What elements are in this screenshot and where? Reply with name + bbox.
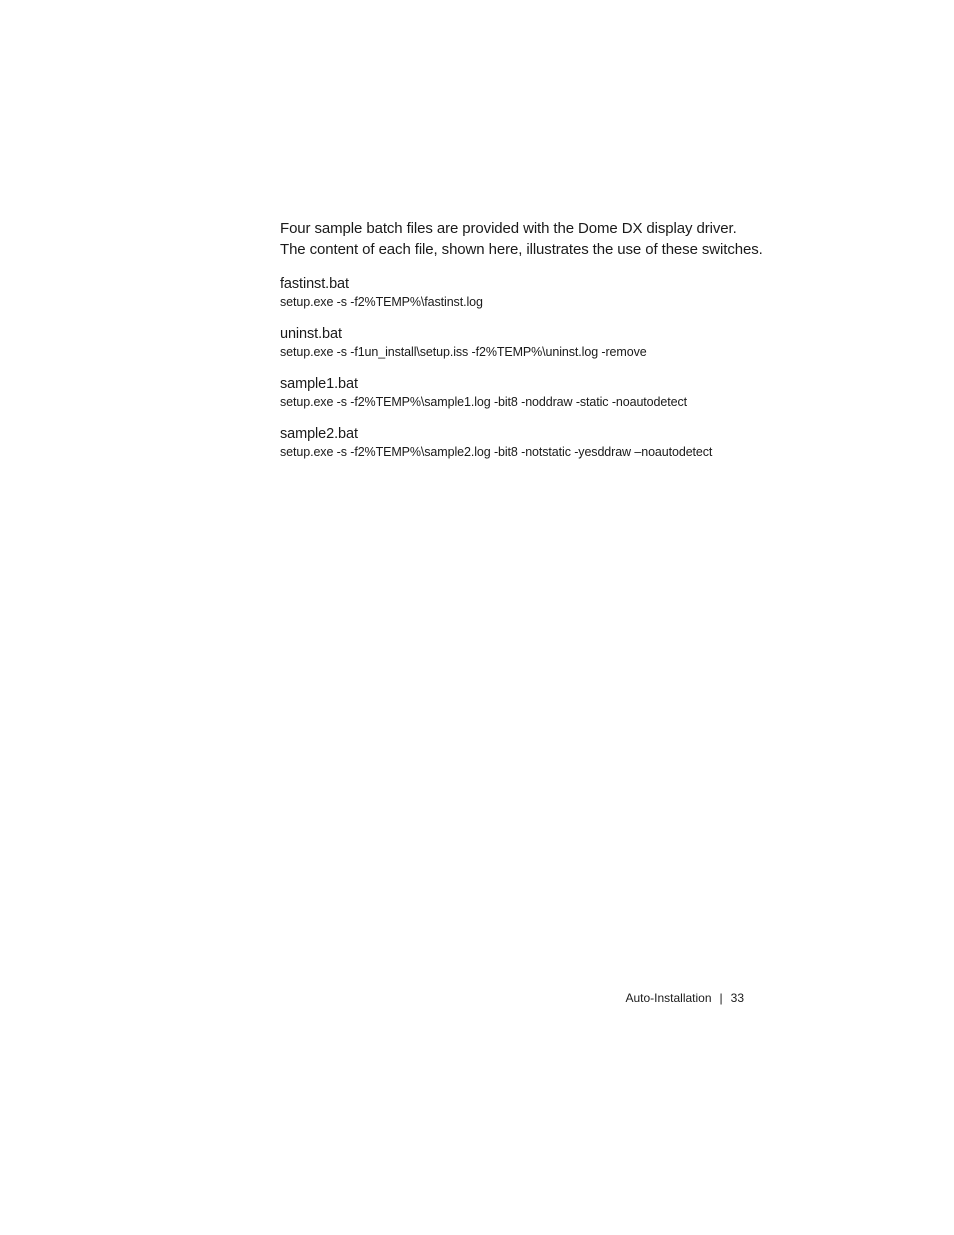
batch-file-fastinst — [280, 275, 800, 311]
intro-line-2: The content of each file, shown here, illustrates the use of these switches. — [280, 241, 763, 258]
batch-file-command: setup.exe -s -f2%TEMP%\sample2.log -bit8 -notstatic -yesddraw –noautodetect — [280, 445, 713, 459]
footer-section-title: Auto-Installation — [625, 991, 712, 1005]
batch-file-name: fastinst.bat — [280, 276, 349, 292]
batch-file-sample1 — [280, 375, 800, 411]
intro-paragraph — [280, 218, 800, 260]
footer-separator: | — [719, 991, 723, 1005]
page-content — [280, 218, 800, 461]
batch-file-command: setup.exe -s -f1un_install\setup.iss -f2%TEMP%\uninst.log -remove — [280, 345, 647, 359]
batch-file-name: sample2.bat — [280, 426, 358, 442]
batch-file-name: sample1.bat — [280, 376, 358, 392]
page-footer — [625, 990, 744, 1006]
batch-file-sample2 — [280, 425, 800, 461]
batch-file-command: setup.exe -s -f2%TEMP%\sample1.log -bit8 -noddraw -static -noautodetect — [280, 395, 687, 409]
batch-file-uninst — [280, 325, 800, 361]
batch-file-name: uninst.bat — [280, 326, 342, 342]
intro-line-1: Four sample batch files are provided with the Dome DX display driver. — [280, 220, 737, 237]
batch-file-command: setup.exe -s -f2%TEMP%\fastinst.log — [280, 295, 483, 309]
page-number: 33 — [730, 991, 744, 1005]
